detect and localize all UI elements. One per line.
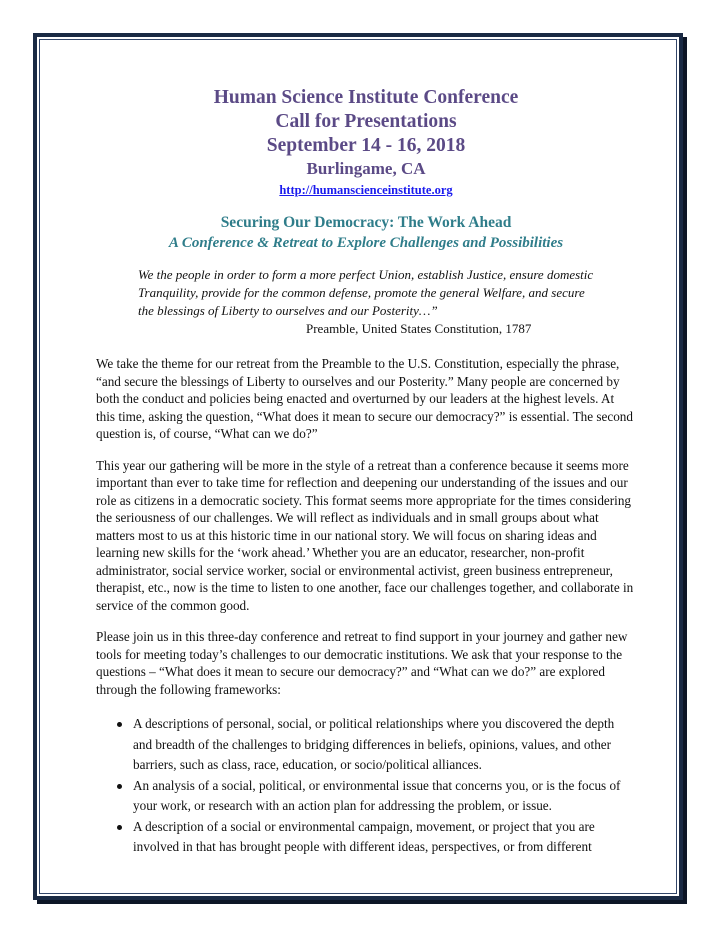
list-item [96,714,636,776]
bullet-icon [117,825,122,830]
list-item-text: A descriptions of personal, social, or political relationships where you discovered the depth and breadth of the challenges to bridging differences in beliefs, opinions, values, and other barriers, such as class, race, education, or socio/political alliances. [133,716,615,772]
paragraph-invitation: Please join us in this three-day conference and retreat to find support in your journey and gather new tools for meeting today’s challenges to our democratic institutions. We ask that your response to the questions – “What does it mean to secure our democracy?” and “What can we do?” are explored through the following frameworks: [96,629,628,697]
theme-subtitle: A Conference & Retreat to Explore Challenges and Possibilities [168,235,564,251]
bullet-icon [117,784,122,789]
bullet-icon [117,722,122,727]
quote-source: Preamble, United States Constitution, 1787 [306,321,532,336]
theme [96,213,636,253]
list-item-text: An analysis of a social, political, or environmental issue that concerns you, or is the focus of your work, or research with an action plan for addressing the problem, or issue. [133,777,621,813]
list-item [96,776,636,817]
call-for-presentations: Call for Presentations [275,111,457,132]
conference-title: Human Science Institute Conference [213,87,519,108]
paragraph-theme: We take the theme for our retreat from the Preamble to the U.S. Constitution, especially the phrase, “and secure the blessings of Liberty to ourselves and our Posterity.” Many people are concerned by both the conduct and policies being enacted and overturned by our leaders at the highest levels. At this time, asking the question, “What does it mean to secure our democracy?” is essential. The second question is, of course, “What can we do?” [96,356,633,441]
conference-dates: September 14 - 16, 2018 [266,135,466,156]
conference-location: Burlingame, CA [306,159,426,178]
header [96,86,636,199]
list-item-text: A description of a social or environmental campaign, movement, or project that you are involved in that has brought people with different ideas, perspectives, or from different [133,818,595,854]
paragraph-retreat: This year our gathering will be more in the style of a retreat than a conference because it seems more important than ever to take time for reflection and deepening our understanding of the issues and our role as citizens in a democratic society. This format seems more appropriate for the times considering the seriousness of our challenges. We will reflect as individuals and in small groups about what matters most to us at this historic time in our national story. We will focus on sharing ideas and learning new skills for the ‘work ahead.’ Whether you are an educator, researcher, non-profit administrator, social service worker, social or environmental activist, green business entrepreneur, therapist, etc., now is the time to listen to one another, face our challenges together, and collaborate in service of the common good. [96,457,634,613]
list-item [96,817,636,858]
document-page [96,86,636,858]
website-link[interactable]: http://humanscienceinstitute.org [279,183,453,197]
theme-title: Securing Our Democracy: The Work Ahead [220,214,512,231]
preamble-quote: We the people in order to form a more perfect Union, establish Justice, ensure domestic Tranquility, provide for the common defense, promote the general Welfare, and secure the blessings of Liberty to ourselves and our Posterity…” [138,267,594,318]
frameworks-list [96,714,636,858]
